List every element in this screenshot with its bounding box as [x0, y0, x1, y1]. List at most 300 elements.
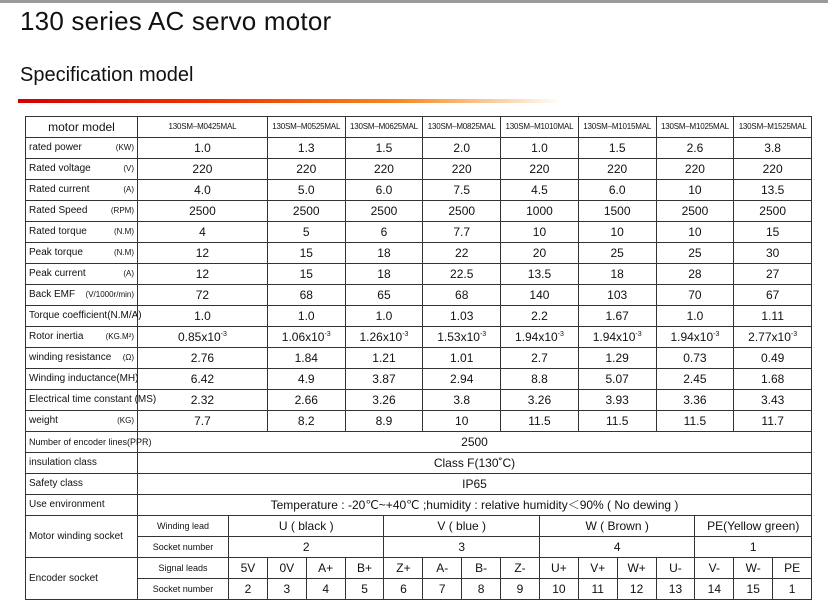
spec-value	[345, 159, 423, 180]
spec-unit: (KG.M²)	[105, 332, 134, 341]
exponent: -3	[713, 331, 720, 338]
spec-unit: (RPM)	[110, 206, 134, 215]
signal-lead: 5V	[229, 558, 268, 579]
spec-value-text: 3.26	[372, 393, 396, 407]
spec-value	[138, 159, 268, 180]
spec-label	[26, 411, 138, 432]
spec-value-text: 18	[377, 246, 391, 260]
spec-value	[501, 159, 579, 180]
spec-value-text: 7.5	[453, 183, 471, 197]
spec-value	[423, 159, 501, 180]
spec-row	[26, 201, 812, 222]
spec-value-text: 13.5	[527, 267, 552, 281]
spec-value-text: 10	[532, 225, 547, 239]
spec-row	[26, 180, 812, 201]
spec-label-text: Peak torque	[29, 247, 83, 258]
spec-value-text: 0.49	[760, 351, 785, 365]
winding-socket-number: 2	[229, 537, 384, 558]
signal-leads-label: Signal leads	[138, 558, 229, 579]
spec-value	[578, 285, 656, 306]
spec-value-text: 18	[610, 267, 624, 281]
signal-lead: V+	[578, 558, 617, 579]
safety-row	[26, 474, 812, 495]
spec-value-text: 1.0	[194, 309, 211, 323]
spec-value-text: 1.0	[531, 141, 548, 155]
spec-label: Use environment	[26, 495, 138, 516]
spec-value-text: 220	[296, 162, 317, 176]
spec-value-text: 25	[610, 246, 624, 260]
table-header-row	[26, 117, 812, 138]
winding-socket-number-label: Socket number	[138, 537, 229, 558]
spec-value-text: 72	[195, 288, 210, 302]
spec-value-text: 11.5	[683, 414, 707, 428]
spec-value-text: 3.36	[683, 393, 707, 407]
spec-row	[26, 138, 812, 159]
encoder-socket-number: 10	[539, 579, 578, 600]
winding-socket-number: 4	[539, 537, 694, 558]
spec-value	[656, 222, 734, 243]
spec-value	[734, 138, 812, 159]
spec-value	[578, 243, 656, 264]
spec-label-text: Peak current	[29, 268, 86, 279]
spec-value-text: 1.5	[375, 141, 393, 155]
spec-value-text: 4.5	[531, 183, 548, 197]
spec-value	[345, 390, 423, 411]
spec-value	[345, 222, 423, 243]
spec-value-text: 1.06x10	[281, 330, 325, 344]
spec-value	[656, 264, 734, 285]
spec-value-text: 2.66	[294, 393, 318, 407]
spec-value-text: 7.7	[453, 225, 471, 239]
spec-value-text: 27	[765, 267, 780, 281]
spec-row	[26, 243, 812, 264]
spec-value	[423, 411, 501, 432]
spec-label-text: Electrical time constant (MS)	[29, 394, 157, 405]
spec-value-text: 1.68	[760, 372, 785, 386]
spec-unit: (N.M)	[114, 248, 134, 257]
spec-label-text: weight	[29, 415, 58, 426]
spec-row	[26, 285, 812, 306]
spec-label	[26, 243, 138, 264]
spec-wide-value: IP65	[138, 474, 812, 495]
spec-label-text: Torque coefficient(N.M/A)	[29, 310, 142, 321]
spec-value	[267, 138, 345, 159]
encoder-socket-number: 13	[656, 579, 695, 600]
spec-unit: (N.M)	[114, 227, 134, 236]
spec-value-text: 3.87	[372, 372, 396, 386]
spec-value-text: 3.26	[527, 393, 552, 407]
spec-label	[26, 180, 138, 201]
spec-value-text: 22	[455, 246, 469, 260]
spec-value	[501, 327, 579, 348]
spec-value-text: 2.2	[531, 309, 548, 323]
spec-value-text: 2500	[189, 204, 216, 218]
spec-value	[656, 159, 734, 180]
spec-value	[423, 201, 501, 222]
spec-label: insulation class	[26, 453, 138, 474]
spec-label	[26, 348, 138, 369]
spec-value-text: 140	[529, 288, 550, 302]
spec-value	[138, 369, 268, 390]
winding-lead-value: PE(Yellow green)	[695, 516, 812, 537]
spec-value	[578, 306, 656, 327]
spec-value	[138, 138, 268, 159]
spec-value-text: 1.5	[608, 141, 626, 155]
spec-value	[267, 180, 345, 201]
spec-value	[138, 264, 268, 285]
motor-model-header: motor model	[26, 117, 138, 138]
spec-value	[267, 327, 345, 348]
spec-value-text: 1.29	[605, 351, 629, 365]
spec-value	[734, 180, 812, 201]
spec-value	[656, 348, 734, 369]
spec-wide-value: Class F(130˚C)	[138, 453, 812, 474]
spec-value-text: 2.77x10	[748, 330, 791, 344]
spec-value	[578, 348, 656, 369]
model-name: 130SM–M1525MAL	[734, 117, 812, 138]
spec-value-text: 103	[607, 288, 628, 302]
encoder-socket-number-label: Socket number	[138, 579, 229, 600]
spec-value-text: 220	[373, 162, 394, 176]
spec-value-text: 2.0	[453, 141, 471, 155]
spec-unit: (KW)	[115, 143, 134, 152]
spec-value-text: 68	[455, 288, 469, 302]
spec-value	[734, 411, 812, 432]
spec-value	[423, 138, 501, 159]
spec-value	[501, 222, 579, 243]
spec-value-text: 15	[765, 225, 780, 239]
encoder-socket-number: 3	[267, 579, 306, 600]
spec-unit: (A)	[123, 185, 134, 194]
spec-value-text: 11.5	[528, 414, 551, 428]
spec-value	[734, 327, 812, 348]
spec-value-text: 3.8	[453, 393, 471, 407]
spec-value	[501, 348, 579, 369]
spec-value	[501, 180, 579, 201]
spec-value	[345, 306, 423, 327]
spec-value	[138, 201, 268, 222]
spec-row	[26, 348, 812, 369]
spec-value-text: 8.2	[297, 414, 315, 428]
spec-unit: (KG)	[117, 416, 134, 425]
spec-row	[26, 306, 812, 327]
winding-lead-value: V ( blue )	[384, 516, 539, 537]
spec-value-text: 5	[302, 225, 310, 239]
encoder-socket-number: 11	[578, 579, 617, 600]
signal-lead: U-	[656, 558, 695, 579]
spec-value-text: 1.0	[686, 309, 704, 323]
spec-table	[25, 116, 812, 600]
spec-value-text: 2.6	[686, 141, 704, 155]
spec-label	[26, 285, 138, 306]
exponent: -3	[790, 331, 798, 338]
spec-value-text: 12	[195, 246, 210, 260]
spec-value	[138, 285, 268, 306]
spec-value-text: 4.9	[297, 372, 315, 386]
spec-row	[26, 369, 812, 390]
spec-value-text: 11.7	[761, 414, 784, 428]
spec-value-text: 15	[299, 246, 313, 260]
spec-value-text: 6.0	[608, 183, 626, 197]
spec-value	[734, 264, 812, 285]
spec-value	[423, 390, 501, 411]
spec-value-text: 6.0	[375, 183, 393, 197]
spec-value	[734, 306, 812, 327]
encoder-socket-number: 9	[501, 579, 540, 600]
signal-lead: B-	[462, 558, 501, 579]
spec-label-text: Back EMF	[29, 289, 76, 300]
spec-value	[656, 369, 734, 390]
encoder-lines-label: Number of encoder lines(PPR)	[26, 432, 138, 453]
spec-value-text: 6.42	[190, 372, 215, 386]
spec-label-text: winding resistance	[29, 352, 112, 363]
spec-value-text: 8.8	[531, 372, 548, 386]
signal-lead: Z-	[501, 558, 540, 579]
spec-value-text: 67	[765, 288, 780, 302]
spec-value	[345, 285, 423, 306]
spec-value	[578, 222, 656, 243]
spec-unit: (Ω)	[122, 353, 134, 362]
encoder-socket-number: 12	[617, 579, 656, 600]
spec-label	[26, 159, 138, 180]
model-name: 130SM–M0525MAL	[267, 117, 345, 138]
spec-value-text: 18	[377, 267, 391, 281]
encoder-socket-number: 1	[773, 579, 812, 600]
encoder-socket-number: 14	[695, 579, 734, 600]
spec-value-text: 1.67	[605, 309, 629, 323]
spec-label-text: Rated torque	[29, 226, 87, 237]
spec-wide-value: Temperature : -20℃~+40℃ ;humidity : relative humidity＜90% ( No dewing )	[138, 495, 812, 516]
spec-row	[26, 264, 812, 285]
spec-value	[656, 411, 734, 432]
spec-value	[267, 369, 345, 390]
spec-value	[345, 243, 423, 264]
spec-value-text: 25	[688, 246, 702, 260]
spec-value	[656, 138, 734, 159]
spec-value-text: 65	[377, 288, 391, 302]
spec-value	[578, 327, 656, 348]
spec-value-text: 1.94x10	[670, 330, 714, 344]
spec-value-text: 2.76	[190, 351, 215, 365]
winding-lead-label: Winding lead	[138, 516, 229, 537]
spec-value	[345, 348, 423, 369]
spec-value-text: 1.0	[375, 309, 393, 323]
encoder-socket-number: 2	[229, 579, 268, 600]
spec-value	[267, 222, 345, 243]
spec-value-text: 2500	[759, 204, 786, 218]
spec-value-text: 12	[195, 267, 210, 281]
spec-value-text: 11.5	[605, 414, 629, 428]
spec-value	[578, 180, 656, 201]
spec-value	[138, 306, 268, 327]
section-title: Specification model	[20, 64, 194, 86]
spec-value	[138, 180, 268, 201]
winding-lead-value: U ( black )	[229, 516, 384, 537]
spec-value	[501, 411, 579, 432]
spec-unit: (V)	[123, 164, 134, 173]
spec-value	[578, 138, 656, 159]
spec-value	[423, 222, 501, 243]
top-border-line	[0, 0, 828, 3]
spec-value-text: 2.45	[683, 372, 707, 386]
spec-value	[734, 390, 812, 411]
spec-value	[267, 243, 345, 264]
spec-value	[138, 222, 268, 243]
spec-value-text: 1.94x10	[592, 330, 636, 344]
spec-label	[26, 369, 138, 390]
spec-value-text: 2.7	[531, 351, 548, 365]
spec-value-text: 1500	[603, 204, 631, 218]
spec-value-text: 28	[688, 267, 702, 281]
spec-value-text: 3.43	[760, 393, 785, 407]
encoder-socket-number: 6	[384, 579, 423, 600]
spec-value-text: 6	[380, 225, 388, 239]
spec-value-text: 8.9	[375, 414, 393, 428]
spec-value	[501, 138, 579, 159]
spec-value	[656, 201, 734, 222]
spec-value-text: 0.85x10	[177, 330, 221, 344]
spec-value-text: 1.0	[297, 309, 315, 323]
spec-value	[656, 243, 734, 264]
spec-value-text: 1000	[526, 204, 553, 218]
spec-value	[734, 285, 812, 306]
spec-value-text: 7.7	[194, 414, 211, 428]
encoder-socket-number: 15	[734, 579, 773, 600]
spec-label-text: Winding inductance(MH)	[29, 373, 139, 384]
encoder-socket-number: 8	[462, 579, 501, 600]
signal-lead: W-	[734, 558, 773, 579]
spec-value	[501, 306, 579, 327]
spec-value-text: 220	[684, 162, 705, 176]
insulation-row	[26, 453, 812, 474]
spec-value-text: 2.32	[190, 393, 215, 407]
exponent: -3	[220, 331, 227, 338]
spec-value-text: 220	[451, 162, 472, 176]
spec-row	[26, 222, 812, 243]
spec-value	[578, 390, 656, 411]
spec-label	[26, 264, 138, 285]
spec-value	[138, 390, 268, 411]
spec-value	[501, 243, 579, 264]
spec-label	[26, 138, 138, 159]
spec-label	[26, 222, 138, 243]
spec-value-text: 10	[455, 414, 469, 428]
spec-label-text: Rated current	[29, 184, 90, 195]
spec-value-text: 22.5	[450, 267, 474, 281]
spec-value	[345, 411, 423, 432]
spec-value-text: 15	[299, 267, 313, 281]
spec-value-text: 220	[762, 162, 783, 176]
spec-value-text: 5.07	[605, 372, 629, 386]
spec-value	[578, 159, 656, 180]
encoder-socket-number: 4	[306, 579, 345, 600]
spec-value	[138, 243, 268, 264]
spec-value-text: 1.01	[450, 351, 474, 365]
encoder-lines-row	[26, 432, 812, 453]
spec-value	[267, 348, 345, 369]
spec-value-text: 220	[192, 162, 213, 176]
spec-value	[423, 285, 501, 306]
exponent: -3	[635, 331, 642, 338]
spec-value-text: 1.94x10	[514, 330, 558, 344]
spec-value-text: 1.84	[294, 351, 318, 365]
spec-value	[345, 180, 423, 201]
spec-value-text: 1.21	[372, 351, 396, 365]
spec-value	[423, 306, 501, 327]
spec-value-text: 3.93	[605, 393, 629, 407]
spec-value-text: 30	[765, 246, 780, 260]
spec-value-text: 1.0	[194, 141, 211, 155]
spec-value	[423, 348, 501, 369]
spec-value	[734, 222, 812, 243]
model-name: 130SM–M1015MAL	[578, 117, 656, 138]
spec-value	[578, 264, 656, 285]
spec-label	[26, 306, 142, 327]
spec-value	[345, 369, 423, 390]
spec-value-text: 10	[688, 183, 702, 197]
spec-value	[501, 264, 579, 285]
model-name: 130SM–M0425MAL	[138, 117, 268, 138]
spec-value-text: 0.73	[683, 351, 707, 365]
spec-value	[423, 180, 501, 201]
exponent: -3	[324, 331, 331, 338]
spec-value	[501, 201, 579, 222]
winding-lead-row	[26, 516, 812, 537]
signal-lead: A+	[306, 558, 345, 579]
spec-label	[26, 327, 138, 348]
winding-socket-number: 1	[695, 537, 812, 558]
signal-lead: W+	[617, 558, 656, 579]
encoder-socket-label: Encoder socket	[26, 558, 138, 600]
spec-value	[345, 327, 423, 348]
signal-lead: PE	[773, 558, 812, 579]
spec-value	[138, 348, 268, 369]
spec-value-text: 1.53x10	[437, 330, 480, 344]
spec-value-text: 3.8	[764, 141, 781, 155]
spec-value-text: 2500	[370, 204, 398, 218]
spec-value	[656, 180, 734, 201]
spec-value	[578, 411, 656, 432]
encoder-signal-row	[26, 558, 812, 579]
spec-value	[578, 369, 656, 390]
exponent: -3	[557, 331, 564, 338]
signal-lead: A-	[423, 558, 462, 579]
spec-value-text: 1.03	[450, 309, 474, 323]
spec-value	[734, 201, 812, 222]
encoder-socket-number: 5	[345, 579, 384, 600]
spec-value	[423, 327, 501, 348]
spec-value	[656, 306, 734, 327]
spec-value	[138, 327, 268, 348]
spec-value-text: 2500	[681, 204, 709, 218]
exponent: -3	[479, 331, 487, 338]
spec-value-text: 2500	[292, 204, 320, 218]
spec-value-text: 4	[199, 225, 206, 239]
spec-value-text: 5.0	[297, 183, 315, 197]
title-accent-bar	[18, 99, 563, 103]
spec-value-text: 1.3	[297, 141, 315, 155]
spec-value	[267, 264, 345, 285]
model-name: 130SM–M0625MAL	[345, 117, 423, 138]
spec-value	[267, 201, 345, 222]
spec-value	[267, 285, 345, 306]
signal-lead: V-	[695, 558, 734, 579]
spec-value	[423, 369, 501, 390]
spec-label	[26, 390, 157, 411]
spec-value-text: 2.94	[450, 372, 474, 386]
spec-label-text: Rated Speed	[29, 205, 88, 216]
spec-value	[656, 327, 734, 348]
